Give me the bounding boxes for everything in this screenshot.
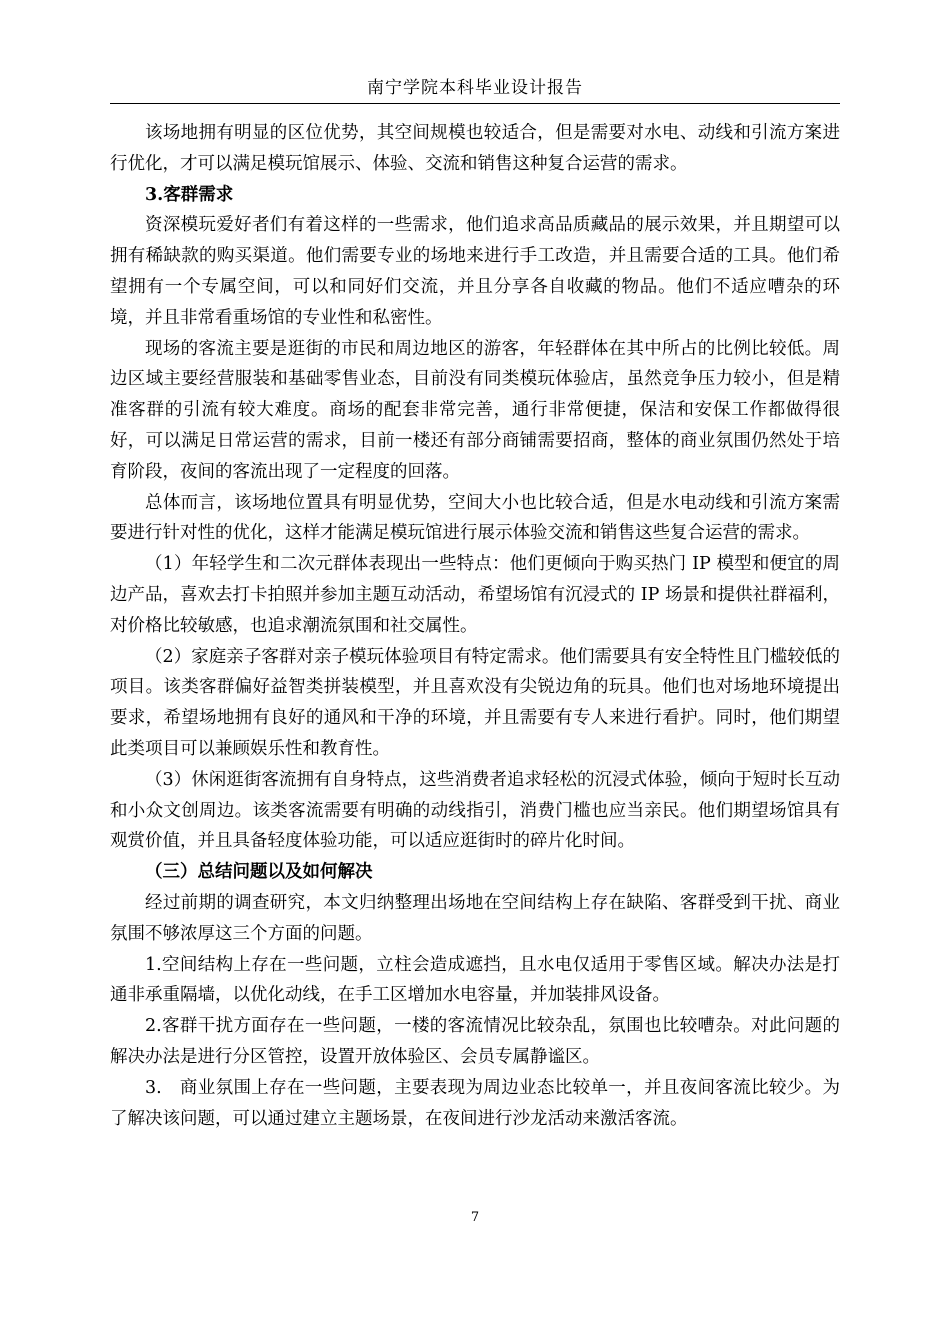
paragraph-site-advantage: 该场地拥有明显的区位优势，其空间规模也较适合，但是需要对水电、动线和引流方案进行优化，才可以满足模玩馆展示、体验、交流和销售这种复合运营的需求。 — [110, 123, 840, 174]
paragraph-space-structure: 1.空间结构上存在一些问题，立柱会造成遮挡，且水电仅适用于零售区域。解决办法是打通非承重隔墙，以优化动线，在手工区增加水电容量，并加装排风设备。 — [110, 954, 840, 1006]
paragraph-senior-collectors: 资深模玩爱好者们有着这样的一些需求，他们追求高品质藏品的展示效果，并且期望可以拥有稀缺款的购买渠道。他们需要专业的场地来进行手工改造，并且需要合适的工具。他们希望拥有一个专属空间，可以和同好们交流，并且分享各自收藏的物品。他们不适应嘈杂的环境，并且非常看重场馆的专业性和私密性。 — [110, 215, 840, 328]
header-divider — [110, 103, 840, 104]
section-heading-customer-needs: 3.客群需求 — [145, 184, 234, 205]
paragraph-research-summary: 经过前期的调查研究，本文归纳整理出场地在空间结构上存在缺陷、客群受到干扰、商业氛围不够浓厚这三个方面的问题。 — [110, 892, 840, 944]
page-header-title: 南宁学院本科毕业设计报告 — [367, 78, 583, 98]
paragraph-family-parent-child: （2）家庭亲子客群对亲子模玩体验项目有特定需求。他们需要具有安全特性且门槛较低的项目。该类客群偏好益智类拼装模型，并且喜欢没有尖锐边角的玩具。他们也对场地环境提出要求，希望场地拥有良好的通风和干净的环境，并且需要有专人来进行看护。同时，他们期望此类项目可以兼顾娱乐性和教育性。 — [110, 646, 840, 759]
paragraph-young-students: （1）年轻学生和二次元群体表现出一些特点：他们更倾向于购买热门 IP 模型和便宜的周边产品，喜欢去打卡拍照并参加主题互动活动，希望场馆有沉浸式的 IP 场景和提供社群福利，对价格比较敏感，也追求潮流氛围和社交属性。 — [110, 554, 840, 636]
page-number: 7 — [470, 1210, 480, 1225]
paragraph-site-traffic: 现场的客流主要是逛街的市民和周边地区的游客，年轻群体在其中所占的比例比较低。周边区域主要经营服装和基础零售业态，目前没有同类模玩体验店，虽然竞争压力较小，但是精准客群的引流有较大难度。商场的配套非常完善，通行非常便捷，保洁和安保工作都做得很好，可以满足日常运营的需求，目前一楼还有部分商铺需要招商，整体的商业氛围仍然处于培育阶段，夜间的客流出现了一定程度的回落。 — [110, 338, 840, 482]
paragraph-casual-shoppers: （3）休闲逛街客流拥有自身特点，这些消费者追求轻松的沉浸式体验，倾向于短时长互动和小众文创周边。该类客流需要有明确的动线指引，消费门槛也应当亲民。他们期望场馆具有观赏价值，并且具备轻度体验功能，可以适应逛街时的碎片化时间。 — [110, 769, 840, 852]
paragraph-customer-interference: 2.客群干扰方面存在一些问题，一楼的客流情况比较杂乱，氛围也比较嘈杂。对此问题的解决办法是进行分区管控，设置开放体验区、会员专属静谧区。 — [110, 1016, 840, 1067]
section-heading-problems-solutions: （三）总结问题以及如何解决 — [145, 862, 373, 883]
paragraph-overall-summary: 总体而言，该场地位置具有明显优势，空间大小也比较合适，但是水电动线和引流方案需要进行针对性的优化，这样才能满足模玩馆进行展示体验交流和销售这些复合运营的需求。 — [110, 492, 840, 544]
paragraph-commercial-atmosphere: 3. 商业氛围上存在一些问题，主要表现为周边业态比较单一，并且夜间客流比较少。为了解决该问题，可以通过建立主题场景，在夜间进行沙龙活动来激活客流。 — [110, 1077, 840, 1129]
document-body — [110, 118, 840, 1134]
